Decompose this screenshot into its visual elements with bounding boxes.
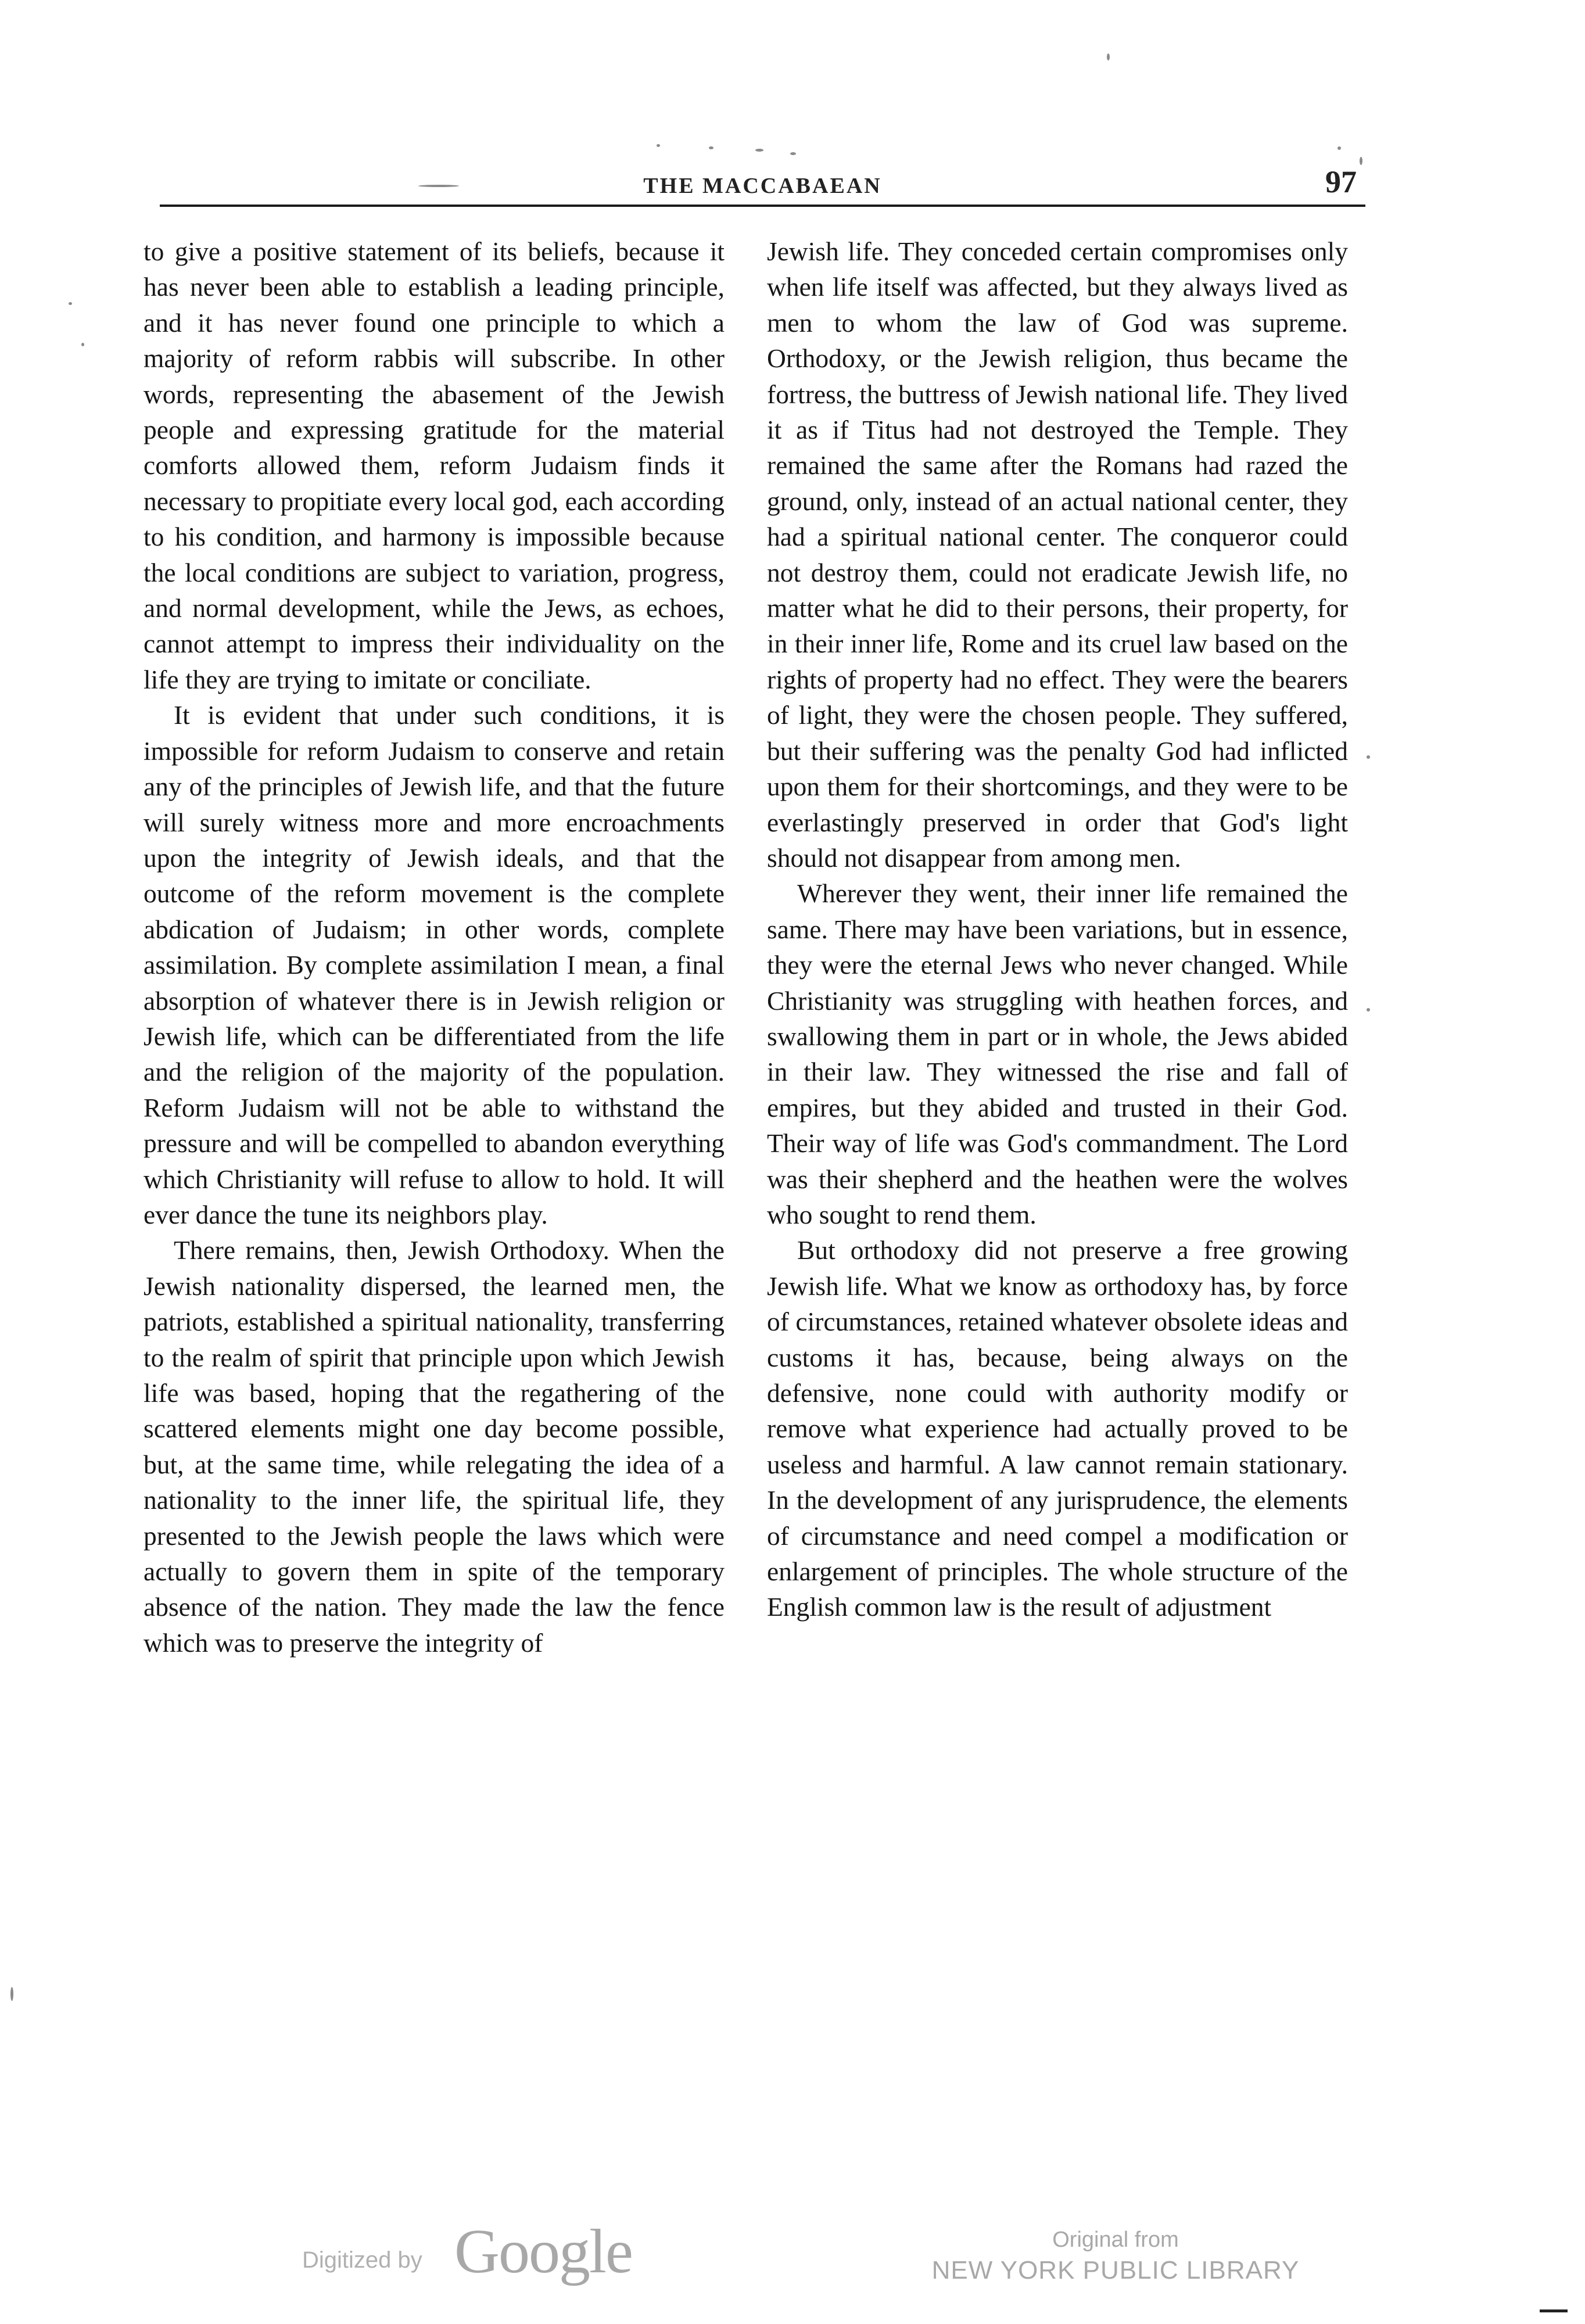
- scan-speck: [1367, 1008, 1370, 1012]
- scan-speck: [1360, 157, 1362, 165]
- scan-edge-mark: [1540, 2309, 1568, 2312]
- scan-speck: [1367, 755, 1370, 759]
- digitized-by-watermark: [302, 2219, 709, 2289]
- journal-title: THE MACCABAEAN: [643, 174, 882, 198]
- source-library-watermark: [906, 2225, 1325, 2289]
- paragraph: Jewish life. They conceded certain compromises only when life itself was affected, but they always lived as men to whom the law of God was supreme. Orthodoxy, or the Jewish religion, thus became the fortress, the buttress of Jewish national life. They lived it as if Titus had not destroyed the Temple. They remained the same after the Romans had razed the ground, only, instead of an actual national center, they had a spiritual national center. The conqueror could not destroy them, could not eradicate Jewish life, no matter what he did to their persons, their property, for in their inner life, Rome and its cruel law based on the rights of property had no effect. They were the bearers of light, they were the chosen people. They suffered, but their suffering was the penalty God had inflicted upon them for their shortcomings, and they were to be everlastingly preserved in order that God's light should not disappear from among men.: [767, 236, 1348, 873]
- scan-speck: [69, 302, 72, 305]
- paragraph: to give a positive statement of its beliefs, because it has never been able to establish a leading principle, and it has never found one principle to which a majority of reform rabbis will subscribe. In other words, representing the abasement of the Jewish people and expressing gratitude for the material comforts allowed them, reform Judaism finds it necessary to propitiate every local god, each according to his condition, and harmony is impossible because the local conditions are subject to variation, progress, and normal development, while the Jews, as echoes, cannot attempt to impress their individuality on the life they are trying to imitate or conciliate.: [144, 236, 725, 694]
- scan-speck: [790, 152, 796, 155]
- running-header: [160, 164, 1365, 203]
- left-column: [144, 234, 725, 1660]
- scan-speck: [1107, 53, 1110, 60]
- header-rule: [160, 205, 1365, 207]
- scan-speck: [657, 144, 660, 147]
- paragraph: Wherever they went, their inner life remained the same. There may have been variations, but in essence, they were the eternal Jews who never changed. While Christianity was struggling with heathen forces, and swallowing them in part or in whole, the Jews abided in their law. They witnessed the rise and fall of empires, but they abided and trusted in their God. Their way of life was God's commandment. The Lord was their shepherd and the heathen were the wolves who sought to rend them.: [767, 878, 1348, 1229]
- scan-speck: [709, 146, 713, 149]
- paragraph: It is evident that under such conditions, it is impossible for reform Judaism to conserve and retain any of the principles of Jewish life, and that the future will surely witness more and more encroachments upon the integrity of Jewish ideals, and that the outcome of the reform movement is the complete abdication of Judaism; in other words, complete assimilation. By complete assimilation I mean, a final absorption of whatever there is in Jewish religion or Jewish life, which can be differentiated from the life and the religion of the majority of the population. Reform Judaism will not be able to withstand the pressure and will be compelled to abandon everything which Christianity will refuse to allow to hold. It will ever dance the tune its neighbors play.: [144, 700, 725, 1229]
- right-column: [767, 234, 1348, 1625]
- library-name: NEW YORK PUBLIC LIBRARY: [931, 2256, 1300, 2284]
- paragraph: But orthodoxy did not preserve a free growing Jewish life. What we know as orthodoxy has, by force of circumstances, retained whatever obsolete ideas and customs it has, because, being always on the defensive, none could with authority modify or remove what experience had actually proved to be useless and harmful. A law cannot remain stationary. In the development of any jurisprudence, the elements of circumstance and need compel a modification or enlargement of principles. The whole structure of the English common law is the result of adjustment: [767, 1235, 1348, 1622]
- original-from-label: Original from: [1052, 2228, 1179, 2252]
- page-number: 97: [1325, 164, 1357, 199]
- digitized-label: Digitized by: [302, 2247, 422, 2273]
- scan-speck: [81, 343, 84, 346]
- scan-speck: [10, 1987, 13, 2001]
- scan-speck: [1337, 146, 1341, 150]
- google-logo: Google: [454, 2217, 632, 2286]
- paragraph: There remains, then, Jewish Orthodoxy. When the Jewish nationality dispersed, the learned men, the patriots, established a spiritual nationality, transferring to the realm of spirit that principle upon which Jewish life was based, hoping that the regathering of the scattered elements might one day become possible, but, at the same time, while relegating the idea of a nationality to the inner life, the spiritual life, they presented to the Jewish people the laws which were actually to govern them in spite of the temporary absence of the nation. They made the law the fence which was to preserve the integrity of: [144, 1235, 725, 1658]
- scan-speck: [755, 149, 763, 152]
